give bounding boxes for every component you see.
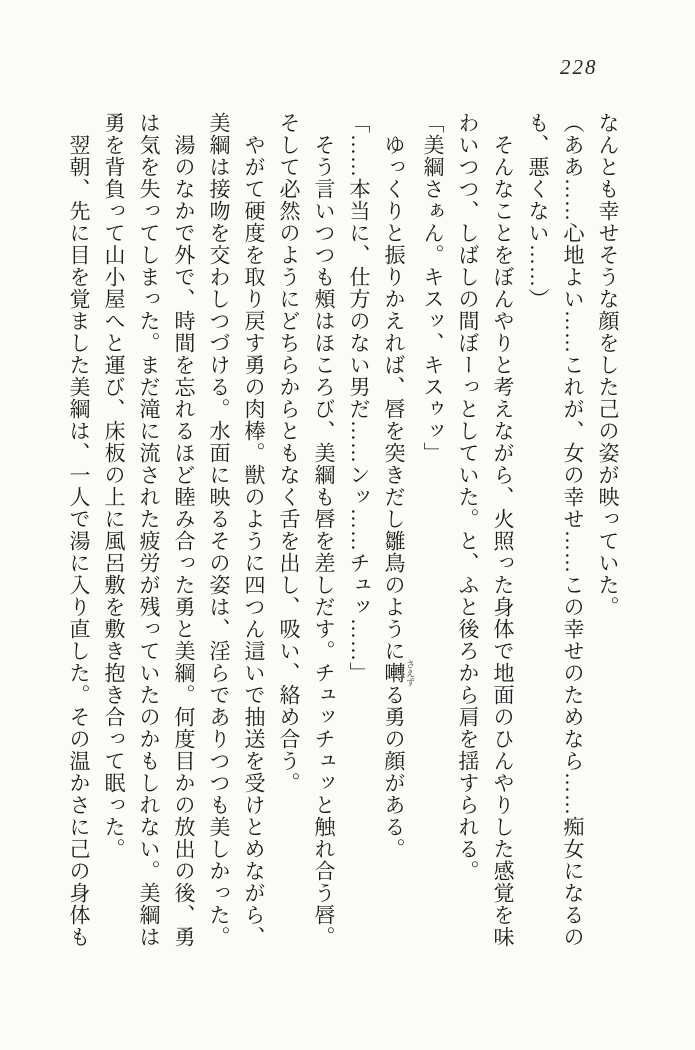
text-line: そんなことをぼんやりと考えながら、火照った身体で地面のひんやりした感覚を味 [491,134,515,948]
text-line: は気を失ってしまった。まだ滝に流された疲労が残っていたのかもしれない。美綱は [137,112,161,948]
text-line: 湯のなかで外で、時間を忘れるほど睦み合った勇と美綱。何度目かの放出の後、勇 [172,134,196,948]
text-line: なんとも幸せそうな顔をした己の姿が映っていた。 [596,112,620,618]
text-line: 美綱は接吻を交わしつづける。水面に映るその姿は、淫らでありつつも美しかった。 [207,112,231,948]
text-line: 翌朝、先に目を覚ました美綱は、一人で湯に入り直した。その温かさに己の身体も [67,134,91,948]
text-line: 勇を背負って山小屋へと運び、床板の上に風呂敷を敷き抱き合って眠った。 [102,112,126,860]
text-line: そして必然のようにどちらからともなく舌を出し、吸い、絡め合う。 [277,112,301,794]
text-line: やがて硬度を取り戻す勇の肉棒。獣のように四つん這いで抽送を受けとめながら、 [242,134,266,948]
text-line: 「美綱さぁん。キスッ、キスゥッ」 [421,112,445,464]
vertical-text-block [61,112,625,954]
text-line: そう言いつつも頰はほころび、美綱も唇を差しだす。チュッチュッと触れ合う唇。 [312,134,336,948]
page-number: 228 [560,55,598,79]
text-line: （ああ……心地よい……これが、女の幸せ……この幸せのためなら……痴女になるの [561,112,585,948]
text-line: も、悪くない……） [526,112,550,310]
text-line: わいつつ、しばしの間ぼーっとしていた。と、ふと後ろから肩を揺すられる。 [456,112,480,882]
text-line: ゆっくりと振りかえれば、唇を突きだし雛鳥のように囀 さえずる勇の顔がある。 [382,134,415,860]
furigana-ruby: 囀 さえず [382,659,415,687]
text-line: 「……本当に、仕方のない男だ……ンッ……チュッ……」 [347,112,371,684]
